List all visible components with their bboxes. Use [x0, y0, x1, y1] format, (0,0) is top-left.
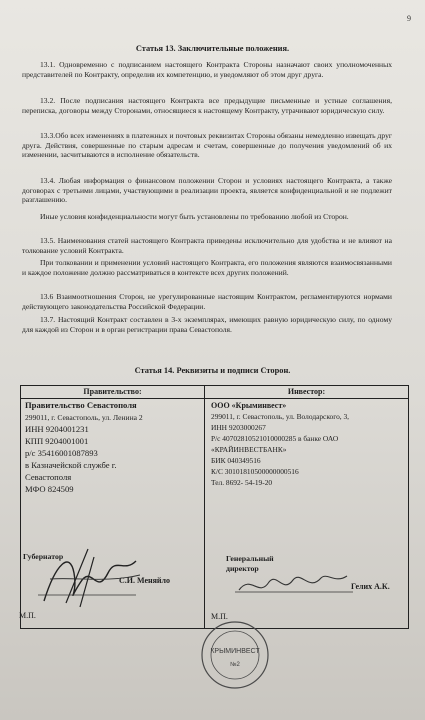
paragraph-13-4: 13.4. Любая информация о финансовом положении Сторон и условиях настоящего Контракта, а также договорах с третьими лицами, участвующими в реализации проекта, является конфиденциальной и не подлежит разглашению.: [22, 176, 392, 205]
governor-signature: [36, 543, 146, 613]
government-stamp-place: М.П.: [19, 611, 36, 620]
paragraph-13-2: 13.2. После подписания настоящего Контракта все предыдущие письменные и устные соглашения, переписка, договоры между Сторонами, относящиеся к настоящему Контракту, утрачивают юридическую силу.: [22, 96, 392, 115]
page-number: 9: [407, 14, 411, 23]
seal-number: №2: [230, 662, 240, 668]
investor-corr-account: К/С 30101810500000000516: [211, 467, 299, 476]
investor-account: Р/с 40702810521010000285 в банке ОАО: [211, 434, 339, 443]
governor-name: С.И. Меняйло: [119, 576, 171, 585]
government-city: Севастополя: [25, 472, 72, 482]
paragraph-13-1: 13.1. Одновременно с подписанием настоящего Контракта Стороны назначают своих уполномоченных представителей по Контракту, определив их компетенцию, и уведомляют об этом друг друга.: [22, 60, 392, 79]
director-signature: [235, 568, 355, 604]
investor-phone: Тел. 8692- 54-19-20: [211, 478, 273, 487]
paragraph-13-7: 13.7. Настоящий Контракт составлен в 3-х экземплярах, имеющих равную юридическую силу, по одному для каждой из Сторон и в орган регистрации права Севастополя.: [22, 315, 392, 334]
director-name: Гелих А.К.: [351, 582, 390, 591]
paragraph-13-3: 13.3.Обо всех изменениях в платежных и почтовых реквизитах Стороны обязаны немедленно извещать друг друга. Действия, совершенные по старым адресам и счетам, совершенные до получения уведомлений об их изменении, засчитываются в исполнение обязательств.: [22, 131, 392, 160]
government-kpp: КПП 9204001001: [25, 436, 89, 446]
government-account: р/с 35416001087893: [25, 448, 98, 458]
government-name: Правительство Севастополя: [25, 400, 137, 410]
government-treasury: в Казначейской службе г.: [25, 460, 117, 470]
government-address: 299011, г. Севастополь, ул. Ленина 2: [25, 413, 143, 422]
government-inn: ИНН 9204001231: [25, 424, 89, 434]
paragraph-interpretation: При толковании и применении условий настоящего Контракта, его положения являются взаимосвязанными и каждое положение должно рассматриваться в контексте всех других положений.: [22, 258, 392, 277]
investor-address: 299011, г. Севастополь, ул. Володарского, 3,: [211, 412, 350, 421]
governor-label: Губернатор: [23, 552, 64, 561]
paragraph-confidentiality: Иные условия конфиденциальности могут быть установлены по требованию любой из Сторон.: [40, 212, 349, 221]
investor-bank: «КРАЙИНВЕСТБАНК»: [211, 445, 287, 454]
seal-text: КРЫМИНВЕСТ: [210, 648, 260, 655]
investor-bik: БИК 040349516: [211, 456, 261, 465]
investor-stamp-place: М.П.: [211, 612, 228, 621]
article-13-title: Статья 13. Заключительные положения.: [135, 44, 290, 53]
director-label-line-2: директор: [226, 564, 259, 573]
paragraph-13-5: 13.5. Наименования статей настоящего Контракта приведены исключительно для удобства и не влияют на толкование условий Контракта.: [22, 236, 392, 255]
director-label-line-1: Генеральный: [226, 554, 274, 563]
government-mfo: МФО 824509: [25, 484, 74, 494]
paragraph-13-6: 13.6 Взаимоотношения Сторон, не урегулированные настоящим Контрактом, регламентируются нормами действующего законодательства Российской Федерации.: [22, 292, 392, 311]
header-divider: [21, 398, 408, 399]
column-divider: [204, 386, 205, 628]
investor-name: ООО «Крыминвест»: [211, 401, 287, 410]
investor-seal-icon: [200, 620, 270, 690]
article-14-title: Статья 14. Реквизиты и подписи Сторон.: [134, 366, 291, 375]
government-column-header: Правительство:: [83, 387, 142, 396]
investor-column-header: Инвестор:: [287, 387, 326, 396]
investor-inn: ИНН 9203000267: [211, 423, 266, 432]
